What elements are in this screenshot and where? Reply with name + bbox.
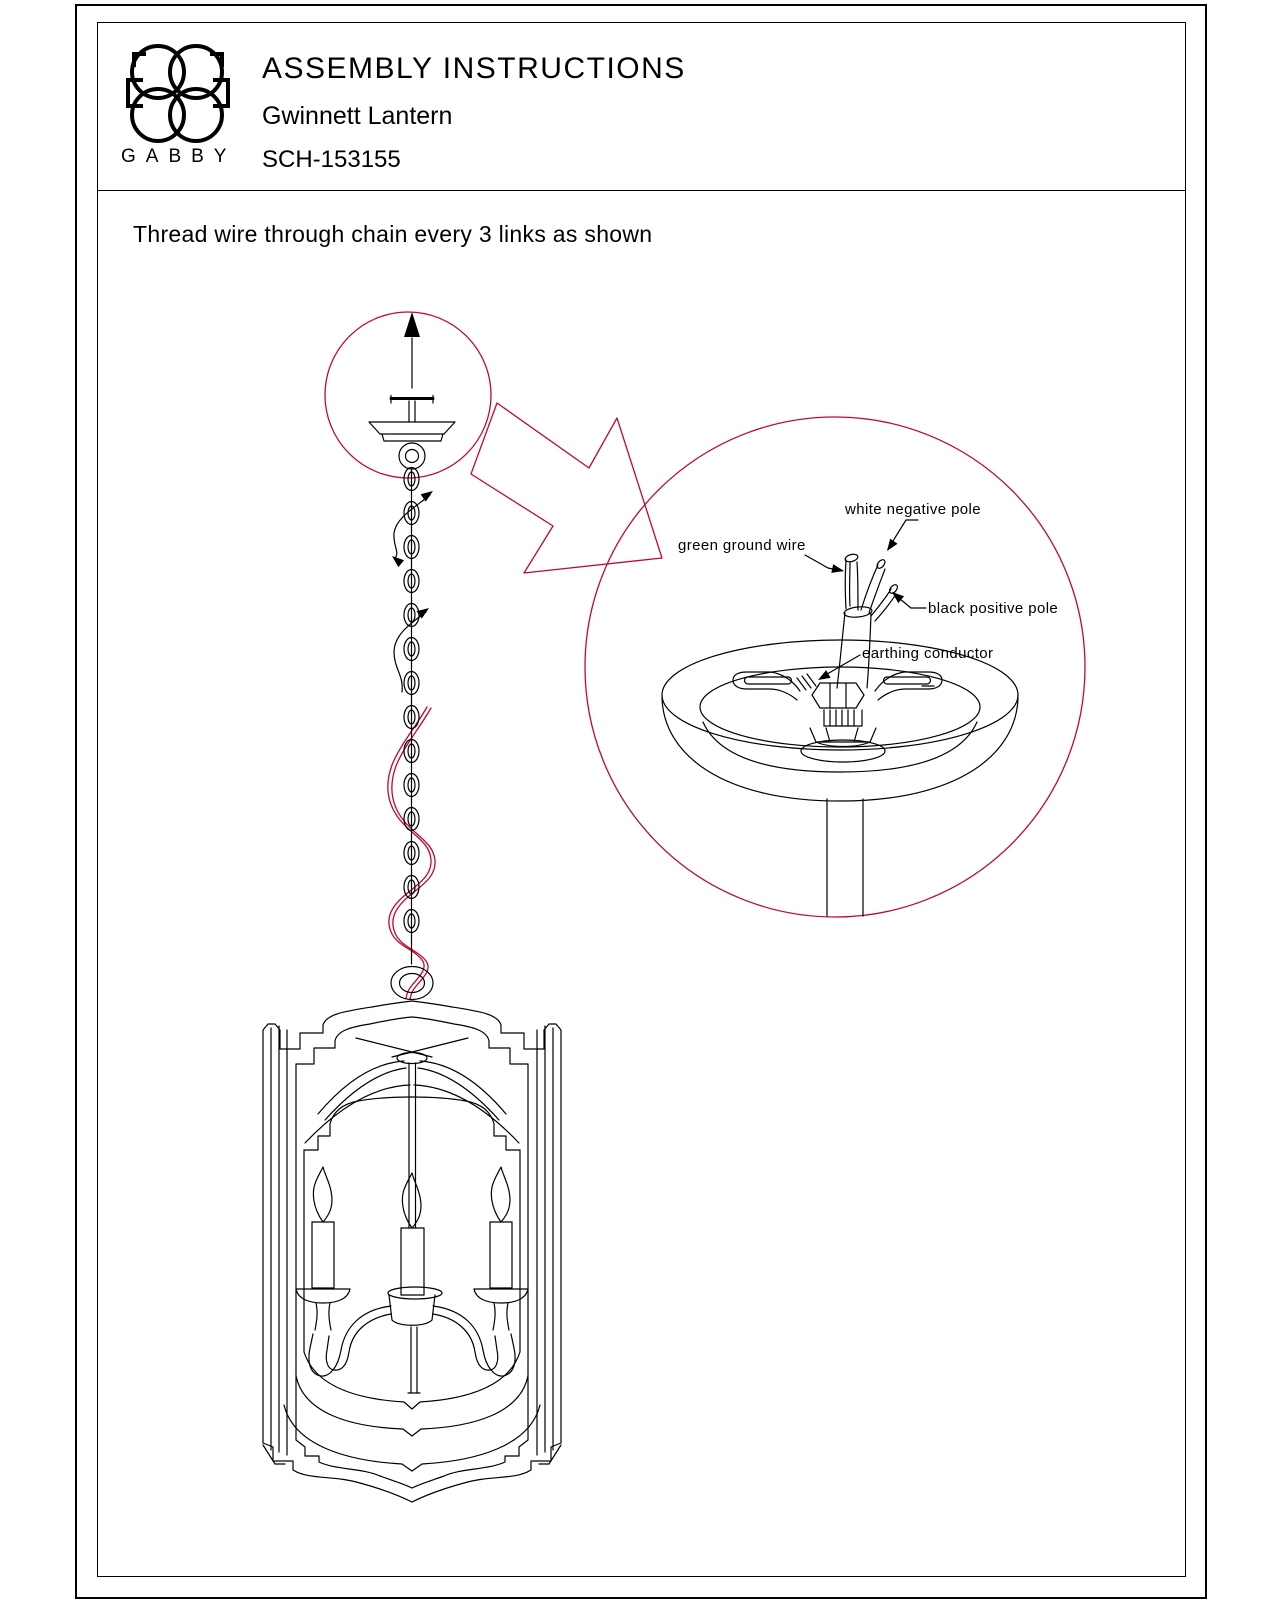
product-sku: SCH-153155 bbox=[262, 146, 401, 173]
label-earthing-conductor: earthing conductor bbox=[862, 645, 994, 662]
brand-name: GABBY bbox=[121, 146, 237, 167]
canopy-assembly bbox=[369, 338, 455, 469]
zoom-arrow bbox=[471, 403, 662, 573]
label-black-positive-pole: black positive pole bbox=[928, 600, 1059, 617]
lantern-body bbox=[263, 967, 561, 1503]
candles bbox=[312, 1167, 512, 1295]
label-green-ground-wire: green ground wire bbox=[678, 537, 806, 554]
product-name: Gwinnett Lantern bbox=[262, 102, 453, 130]
candelabra-arms bbox=[296, 1287, 528, 1393]
page-title: ASSEMBLY INSTRUCTIONS bbox=[262, 52, 686, 85]
label-white-negative-pole: white negative pole bbox=[845, 501, 982, 518]
instruction-text: Thread wire through chain every 3 links as shown bbox=[133, 221, 653, 247]
up-arrow-icon bbox=[404, 312, 420, 337]
wire-threading-path bbox=[389, 487, 435, 692]
